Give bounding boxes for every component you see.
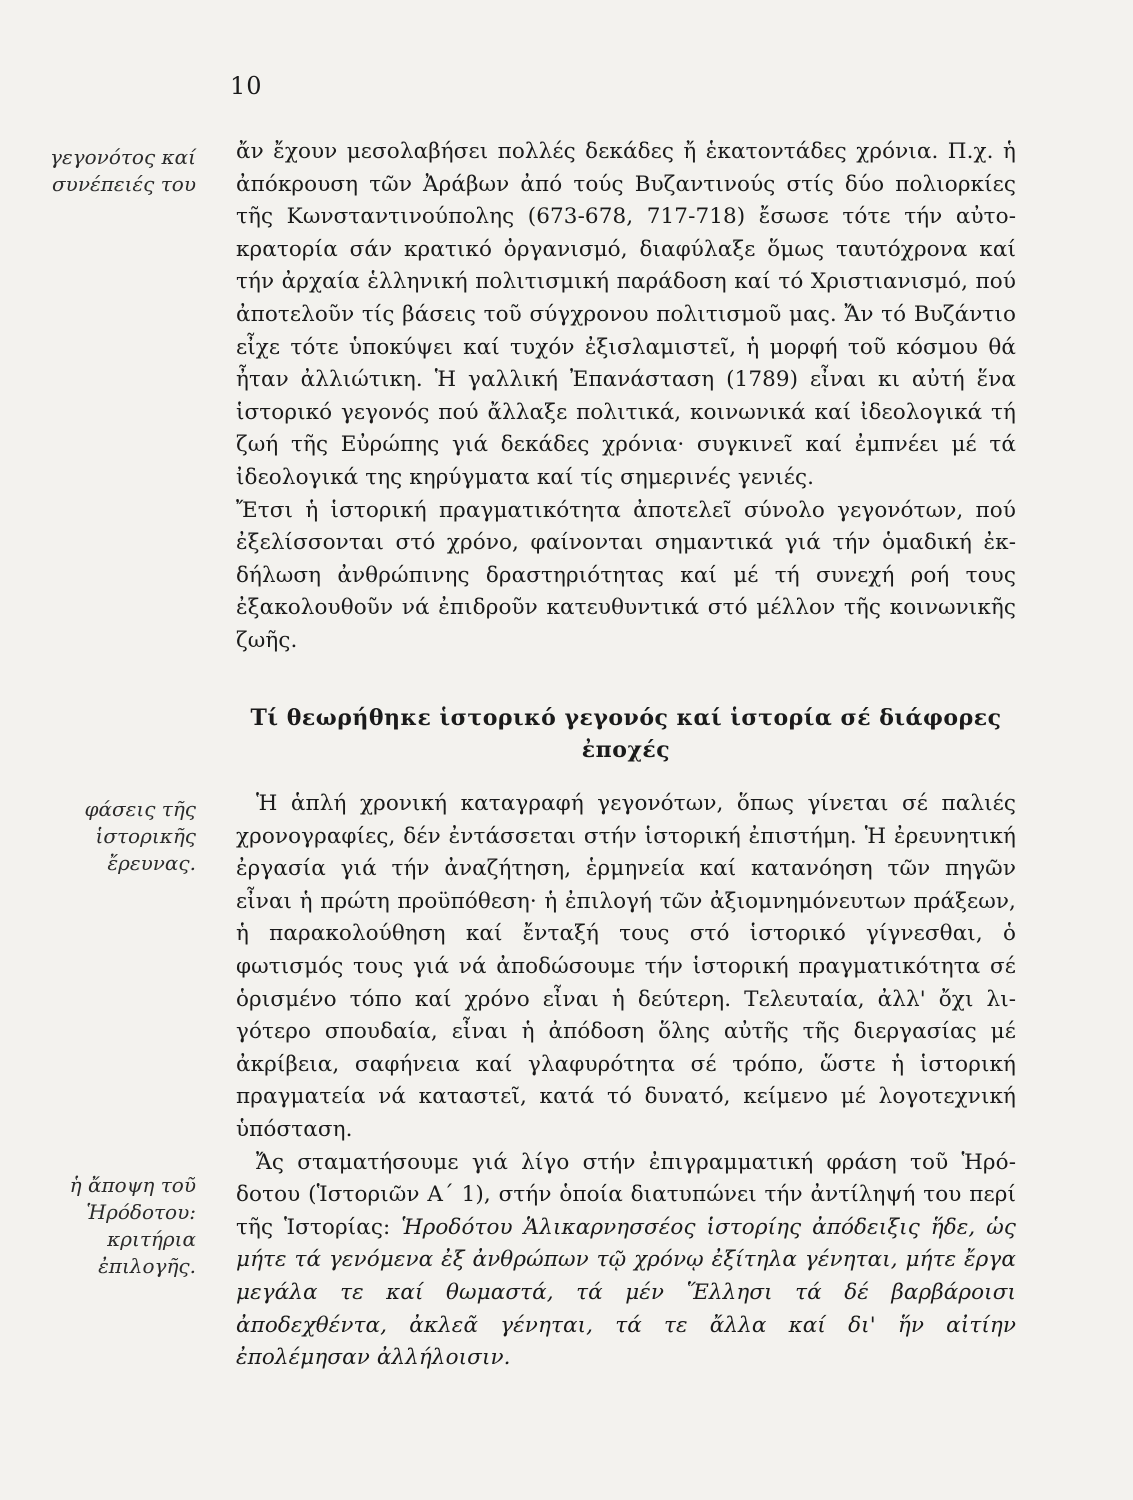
- paragraph-2: Ἔτσι ἡ ἱστορική πραγματικότητα ἀποτελεῖ σύνολο γεγονότων, πού ἐξελίσσονται στό χρόνο, φαίνονται σημαντικά γιά τήν ὁμαδική ἐκδήλωση ἀνθρώπινης δραστηριότητας καί μέ τή συνεχή ροή τους ἐξακολουθοῦν νά ἐπιδροῦν κατευθυντικά στό μέλλον τῆς κοινωνικῆς ζωῆς.: [236, 497, 1016, 653]
- paragraph-4-intro: Ἄς σταματήσουμε γιά λίγο στήν ἐπιγραμματική φράση τοῦ Ἡρόδοτου (Ἱστοριῶν Α΄ 1), στήν ὁποία διατυπώνει τήν ἀντίληψή του περί τῆς Ἱστορίας:: [236, 1149, 1016, 1240]
- body-text-bottom: [236, 788, 1016, 1375]
- margin-note-1: γεγονότος καί συνέπειές του: [49, 145, 196, 196]
- paragraph-1: ἄν ἔχουν μεσολαβήσει πολλές δεκάδες ἤ ἑκατοντάδες χρόνια. Π.χ. ἡ ἀπόκρουση τῶν Ἀράβων ἀπό τούς Βυζαντινούς στίς δύο πολιορκίες τῆς Κωνσταντινούπολης (673-678, 717-718) ἔσωσε τότε τήν αὐτοκρατορία σάν κρατικό ὀργανισμό, διαφύλαξε ὅμως ταυτόχρονα καί τήν ἀρχαία ἑλληνική πολιτισμική παράδοση καί τό Χριστιανισμό, πού ἀποτελοῦν τίς βάσεις τοῦ σύγχρονου πολιτισμοῦ μας. Ἄν τό Βυζάντιο εἶχε τότε ὑποκύψει καί τυχόν ἐξισλαμιστεῖ, ἡ μορφή τοῦ κόσμου θά ἦταν ἀλλιώτικη. Ἡ γαλλική Ἐπανάσταση (1789) εἶναι κι αὐτή ἕνα ἱστορικό γεγονός πού ἄλλαξε πολιτικά, κοινωνικά καί ἰδεολογικά τή ζωή τῆς Εὐρώπης γιά δεκάδες χρόνια· συγκινεῖ καί ἐμπνέει μέ τά ἰδεολογικά της κηρύγματα καί τίς σημερινές γενιές.: [236, 139, 1016, 490]
- margin-note-3: ἡ ἄποψη τοῦ Ἡρόδοτου: κριτήρια ἐπιλογῆς.: [69, 1173, 196, 1278]
- section-heading: Τί θεωρήθηκε ἱστορικό γεγονός καί ἱστορία σέ διάφορες ἐποχές: [250, 705, 1002, 763]
- paragraph-4: [236, 1147, 1016, 1375]
- margin-note-2: φάσεις τῆς ἱστορικῆς ἔρευνας.: [84, 797, 196, 875]
- page-number: 10: [230, 72, 263, 100]
- paragraph-3: Ἡ ἁπλή χρονική καταγραφή γεγονότων, ὅπως γίνεται σέ παλιές χρονογραφίες, δέν ἐντάσσεται στήν ἱστορική ἐπιστήμη. Ἡ ἐρευνητική ἐργασία γιά τήν ἀναζήτηση, ἑρμηνεία καί κατανόηση τῶν πηγῶν εἶναι ἡ πρώτη προϋπόθεση· ἡ ἐπιλογή τῶν ἀξιομνημόνευτων πράξεων, ἡ παρακολούθηση καί ἔνταξή τους στό ἱστορικό γίγνεσθαι, ὁ φωτισμός τους γιά νά ἀποδώσουμε τήν ἱστορική πραγματικότητα σέ ὁρισμένο τόπο καί χρόνο εἶναι ἡ δεύτερη. Τελευταία, ἀλλ' ὄχι λιγότερο σπουδαία, εἶναι ἡ ἀπόδοση ὅλης αὐτῆς τῆς διεργασίας μέ ἀκρίβεια, σαφήνεια καί γλαφυρότητα σέ τρόπο, ὥστε ἡ ἱστορική πραγματεία νά καταστεῖ, κατά τό δυνατό, κείμενο μέ λογοτεχνική ὑπόσταση.: [236, 791, 1016, 1142]
- herodotus-quote: Ἡροδότου Ἁλικαρνησσέος ἱστορίης ἀπόδειξις ἥδε, ὡς μήτε τά γενόμενα ἐξ ἀνθρώπων τῷ χρόνῳ ἐξίτηλα γένηται, μήτε ἔργα μεγάλα τε καί θωμαστά, τά μέν Ἕλλησι τά δέ βαρβάροισι ἀποδεχθέντα, ἀκλεᾶ γένηται, τά τε ἄλλα καί δι' ἥν αἰτίην ἐπολέμησαν ἀλλήλοισιν.: [236, 1214, 1016, 1371]
- body-text-top: [236, 136, 1016, 658]
